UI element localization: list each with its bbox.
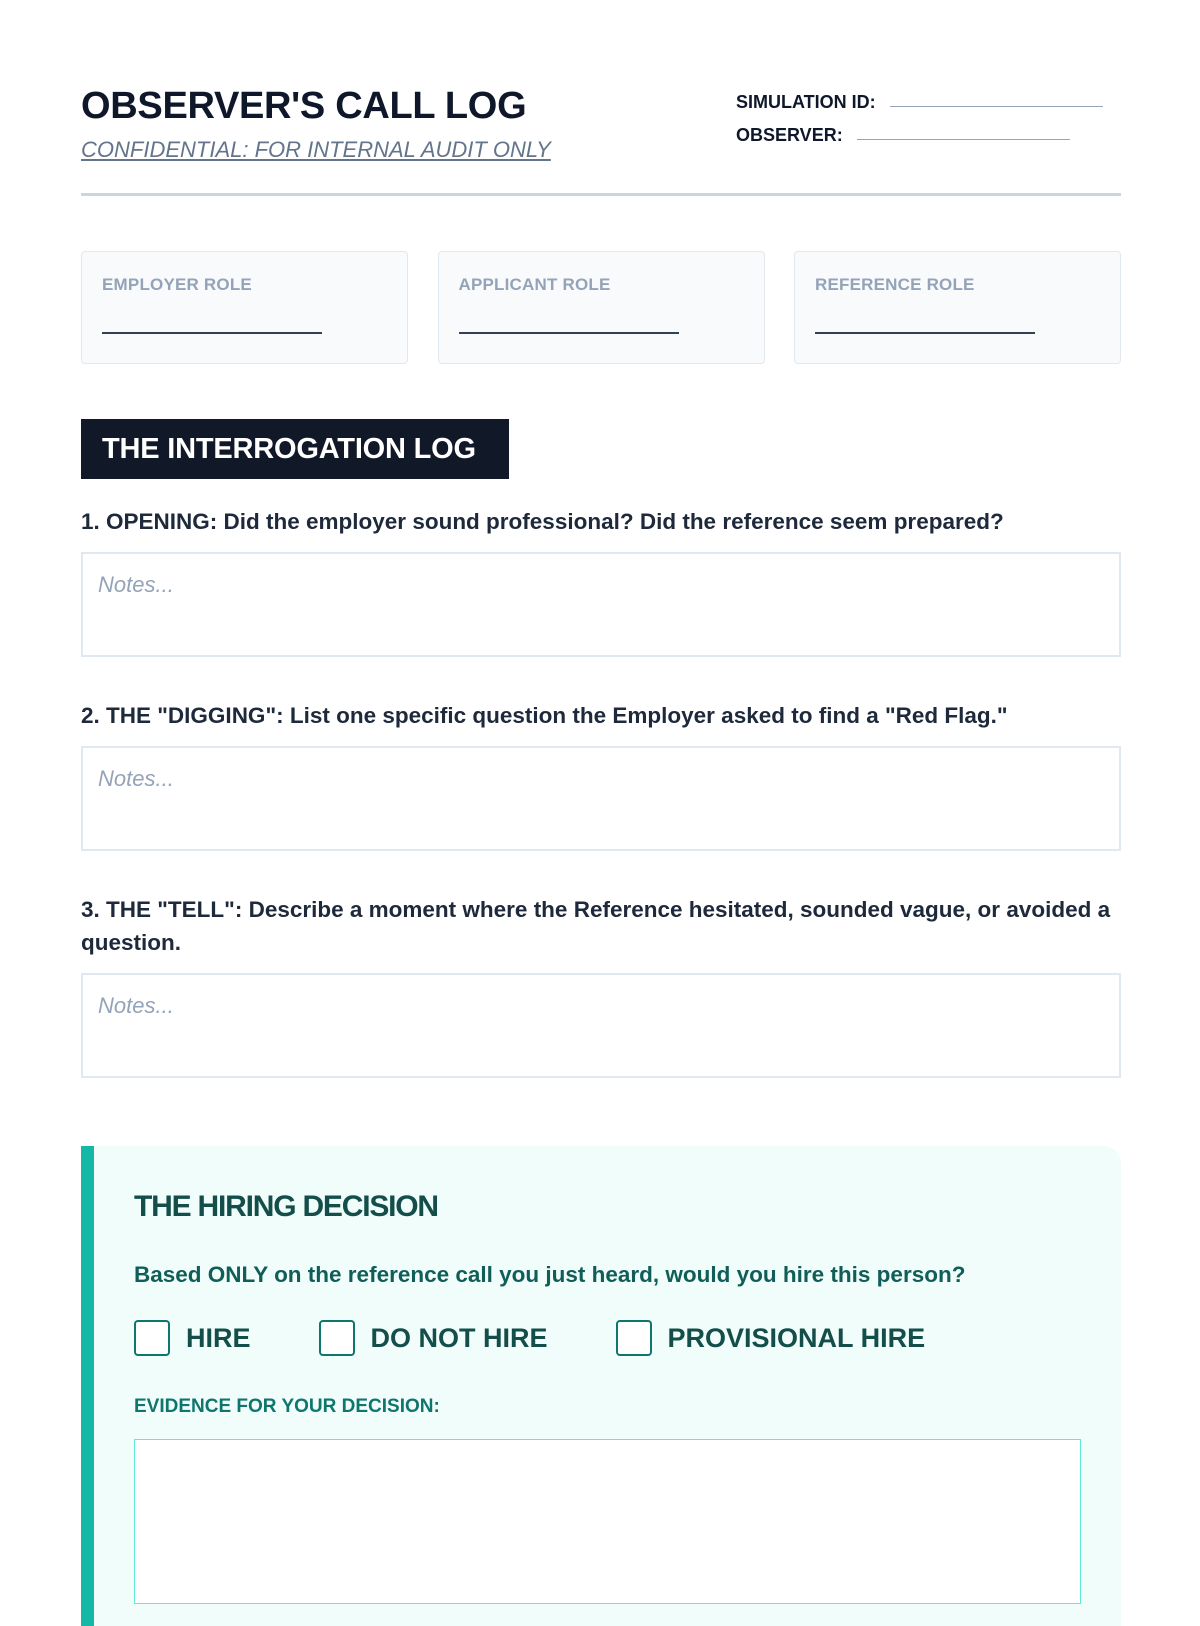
decision-options: [134, 1320, 993, 1356]
notes-placeholder-1: Notes...: [98, 572, 174, 597]
option-provisional-hire[interactable]: [616, 1320, 926, 1356]
document-title: OBSERVER'S CALL LOG: [81, 85, 527, 127]
option-do-not-hire[interactable]: [319, 1320, 548, 1356]
question-3: 3. THE "TELL": Describe a moment where the Reference hesitated, sounded vague, or avoided a question.: [81, 897, 1111, 955]
observer-call-log-page: [81, 0, 1121, 1417]
question-1: 1. OPENING: Did the employer sound professional? Did the reference seem prepared?: [81, 509, 1004, 534]
notes-box-1[interactable]: [81, 552, 1121, 657]
applicant-role-label: APPLICANT ROLE: [458, 275, 611, 294]
question-2: 2. THE "DIGGING": List one specific question the Employer asked to find a "Red Flag.": [81, 703, 1008, 728]
notes-placeholder-2: Notes...: [98, 766, 174, 791]
applicant-role-card: [438, 251, 765, 364]
employer-role-field[interactable]: [102, 332, 322, 334]
do-not-hire-checkbox[interactable]: [319, 1320, 355, 1356]
do-not-hire-label: DO NOT HIRE: [370, 1322, 548, 1353]
employer-role-label: EMPLOYER ROLE: [102, 275, 252, 294]
observer-label: OBSERVER:: [736, 125, 843, 145]
role-cards: [81, 251, 1121, 364]
reference-role-field[interactable]: [815, 332, 1035, 334]
provisional-hire-label: PROVISIONAL HIRE: [667, 1322, 926, 1353]
hiring-decision-title: THE HIRING DECISION: [134, 1190, 438, 1223]
applicant-role-field[interactable]: [459, 332, 679, 334]
observer-field[interactable]: [857, 139, 1070, 140]
evidence-textarea[interactable]: [134, 1439, 1081, 1604]
evidence-label: EVIDENCE FOR YOUR DECISION:: [134, 1396, 440, 1417]
provisional-hire-checkbox[interactable]: [616, 1320, 652, 1356]
option-hire[interactable]: [134, 1320, 251, 1356]
simulation-id-label: SIMULATION ID:: [736, 92, 876, 112]
observer-row: [736, 113, 1103, 146]
employer-role-card: [81, 251, 408, 364]
hiring-decision-panel: [81, 1146, 1121, 1626]
simulation-id-field[interactable]: [890, 106, 1103, 107]
meta-fields: [736, 80, 1103, 146]
hiring-decision-question: Based ONLY on the reference call you just heard, would you hire this person?: [134, 1262, 966, 1287]
simulation-id-row: [736, 80, 1103, 113]
notes-box-3[interactable]: [81, 973, 1121, 1078]
document-subtitle: CONFIDENTIAL: FOR INTERNAL AUDIT ONLY: [81, 137, 551, 162]
notes-placeholder-3: Notes...: [98, 993, 174, 1018]
reference-role-label: REFERENCE ROLE: [815, 275, 975, 294]
hire-checkbox[interactable]: [134, 1320, 170, 1356]
reference-role-card: [794, 251, 1121, 364]
notes-box-2[interactable]: [81, 746, 1121, 851]
hire-label: HIRE: [186, 1322, 251, 1353]
interrogation-log-heading: THE INTERROGATION LOG: [81, 419, 509, 479]
header: [81, 0, 1121, 196]
